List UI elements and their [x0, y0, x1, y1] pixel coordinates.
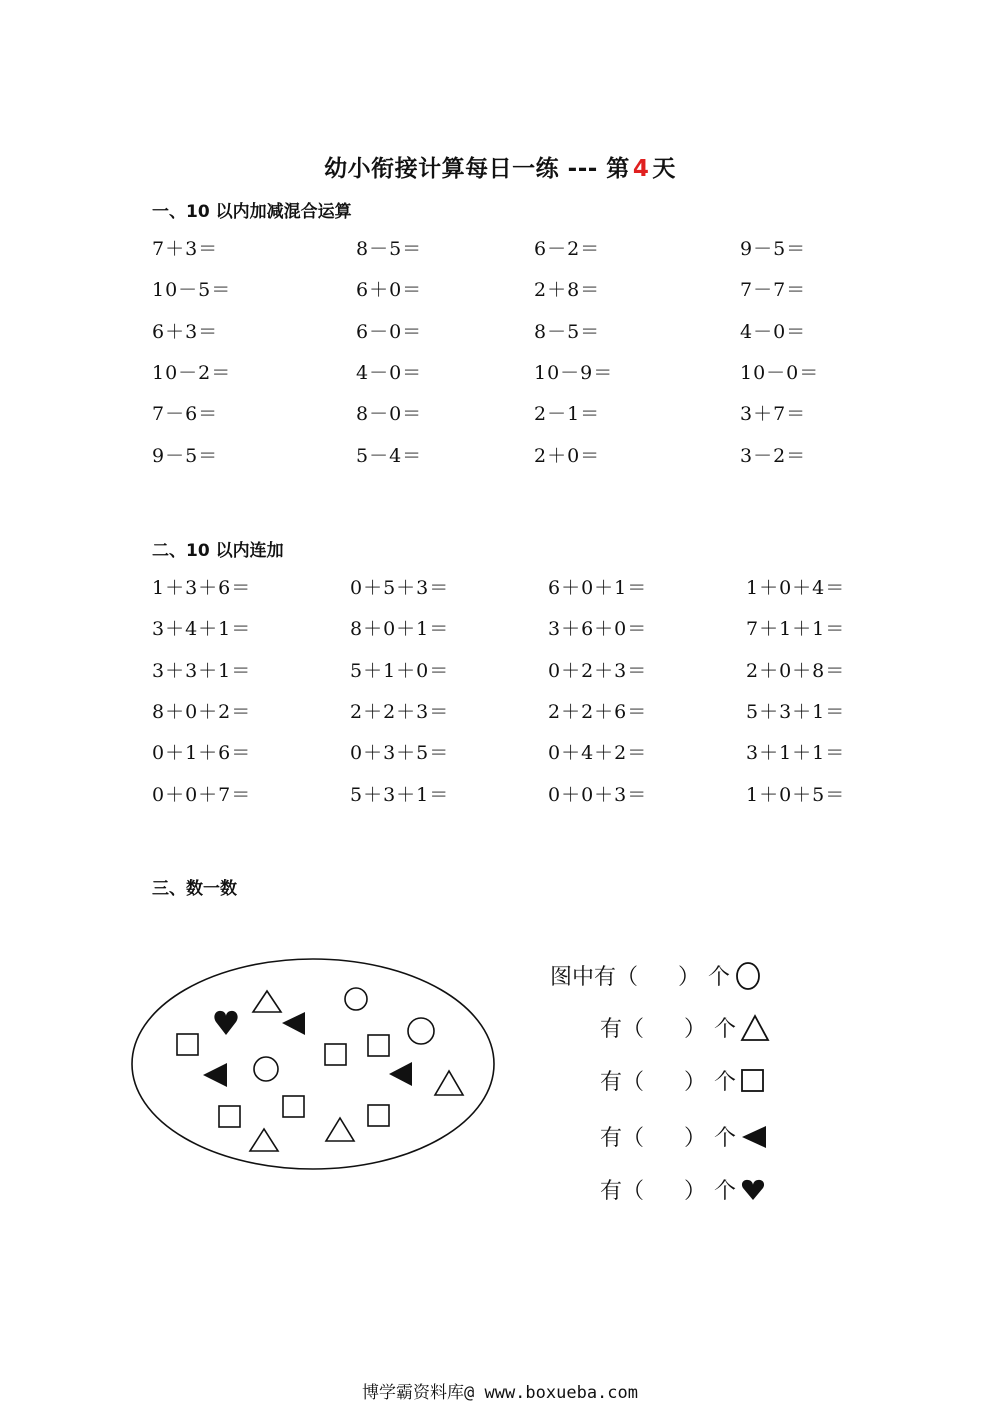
- count-line-left-triangle: [600, 1121, 768, 1152]
- circle-shape-1: [345, 988, 367, 1010]
- exercise-item: 0＋2＋3＝: [548, 659, 648, 682]
- count-prefix: 有: [600, 1070, 623, 1095]
- triangle-shape-2: [435, 1071, 463, 1095]
- section1-heading: 一、10 以内加减混合运算: [152, 202, 352, 222]
- exercise-item: 8－5＝: [534, 320, 601, 343]
- counting-shapes-figure: [130, 955, 505, 1173]
- exercise-item: 5＋3＋1＝: [746, 700, 846, 723]
- square-shape-6: [368, 1105, 389, 1126]
- square-shape-2: [325, 1044, 346, 1065]
- exercise-item: 3＋7＝: [740, 403, 807, 426]
- exercise-item: 6＋3＝: [152, 320, 219, 343]
- exercise-item: 1＋0＋4＝: [746, 577, 846, 599]
- footer-url: @ www.boxueba.com: [464, 1383, 638, 1403]
- count-prefix: 有: [600, 1017, 623, 1042]
- left-triangle-shape-3: [389, 1062, 412, 1086]
- circle-icon: [734, 961, 762, 991]
- exercise-item: 7＋1＋1＝: [746, 618, 846, 641]
- exercise-item: 0＋3＋5＝: [350, 742, 450, 765]
- circle-shape-3: [254, 1057, 278, 1081]
- left-triangle-shape-1: [282, 1012, 305, 1035]
- answer-blank-open[interactable]: （: [622, 1070, 645, 1095]
- answer-blank-open[interactable]: （: [622, 1179, 645, 1204]
- triangle-icon: [740, 1014, 770, 1042]
- answer-blank-close: ）: [684, 1179, 707, 1204]
- answer-blank-close: ）: [678, 965, 701, 990]
- heart-shape-fill: [214, 1011, 237, 1035]
- page-title: [0, 150, 1000, 183]
- left-triangle-icon: [740, 1124, 768, 1150]
- count-line-heart: [600, 1174, 766, 1205]
- exercise-item: 2＋0＋8＝: [746, 659, 846, 682]
- enclosing-oval: [132, 959, 494, 1169]
- count-unit: 个: [708, 965, 731, 990]
- answer-blank-open[interactable]: （: [622, 1017, 645, 1042]
- square-shape-5: [283, 1096, 304, 1117]
- square-icon: [740, 1068, 766, 1094]
- exercise-item: 6＋0＝: [356, 279, 423, 302]
- count-prefix: 有: [600, 1126, 623, 1151]
- title-day-number: 4: [632, 156, 650, 182]
- square-shape-3: [368, 1035, 389, 1056]
- exercise-item: 3＋6＋0＝: [548, 618, 648, 641]
- exercise-item: 2＋8＝: [534, 279, 601, 302]
- exercise-item: 0＋4＋2＝: [548, 742, 648, 765]
- title-main: 幼小衔接计算每日一练 --- 第: [324, 156, 630, 182]
- left-triangle-shape-2: [203, 1063, 227, 1087]
- exercise-item: 10－0＝: [740, 361, 820, 384]
- exercise-item: 5－4＝: [356, 444, 423, 467]
- count-line-triangle: [600, 1012, 770, 1043]
- answer-blank-close: ）: [684, 1017, 707, 1042]
- count-unit: 个: [714, 1070, 737, 1095]
- count-unit: 个: [714, 1179, 737, 1204]
- exercise-item: 7－6＝: [152, 403, 219, 426]
- square-shape-1: [177, 1034, 198, 1055]
- exercise-item: 7＋3＝: [152, 238, 219, 260]
- exercise-item: 6－2＝: [534, 238, 601, 260]
- exercise-item: 10－9＝: [534, 361, 614, 384]
- circle-shape-2: [408, 1018, 434, 1044]
- triangle-shape-3: [250, 1129, 278, 1151]
- exercise-item: 9－5＝: [152, 444, 219, 467]
- exercise-item: 10－2＝: [152, 361, 232, 384]
- exercise-item: 2－1＝: [534, 403, 601, 426]
- triangle-shape-1: [253, 991, 281, 1012]
- exercise-item: 4－0＝: [740, 320, 807, 343]
- answer-blank-open[interactable]: （: [622, 1126, 645, 1151]
- footer-site-name: 博学霸资料库: [362, 1383, 464, 1403]
- exercise-item: 6－0＝: [356, 320, 423, 343]
- exercise-item: 4－0＝: [356, 361, 423, 384]
- title-suffix: 天: [652, 156, 676, 182]
- exercise-item: 2＋2＋6＝: [548, 700, 648, 723]
- answer-blank-close: ）: [684, 1070, 707, 1095]
- triangle-shape-4: [326, 1118, 354, 1141]
- count-prefix: 图中有: [550, 965, 617, 990]
- exercise-item: 7－7＝: [740, 279, 807, 302]
- heart-icon: [740, 1178, 766, 1202]
- exercise-item: 5＋1＋0＝: [350, 659, 450, 682]
- count-unit: 个: [714, 1017, 737, 1042]
- exercise-item: 2＋0＝: [534, 444, 601, 467]
- count-line-square: [600, 1065, 766, 1096]
- count-unit: 个: [714, 1126, 737, 1151]
- exercise-item: 3＋3＋1＝: [152, 659, 252, 682]
- exercise-item: 0＋0＋7＝: [152, 783, 252, 806]
- exercise-item: 0＋5＋3＝: [350, 577, 450, 599]
- exercise-item: 0＋1＋6＝: [152, 742, 252, 765]
- section2-heading: 二、10 以内连加: [152, 541, 284, 561]
- exercise-item: 5＋3＋1＝: [350, 783, 450, 806]
- footer: [0, 1378, 1000, 1403]
- exercise-item: 1＋3＋6＝: [152, 577, 252, 599]
- exercise-item: 3－2＝: [740, 444, 807, 467]
- exercise-item: 3＋1＋1＝: [746, 742, 846, 765]
- exercise-item: 8－0＝: [356, 403, 423, 426]
- exercise-item: 1＋0＋5＝: [746, 783, 846, 806]
- count-line-circle: [550, 960, 762, 991]
- square-shape-4: [219, 1106, 240, 1127]
- exercise-item: 9－5＝: [740, 238, 807, 260]
- answer-blank-open[interactable]: （: [616, 965, 639, 990]
- answer-blank-close: ）: [684, 1126, 707, 1151]
- exercise-item: 8＋0＋1＝: [350, 618, 450, 641]
- exercise-item: 3＋4＋1＝: [152, 618, 252, 641]
- exercise-item: 10－5＝: [152, 279, 232, 302]
- count-prefix: 有: [600, 1179, 623, 1204]
- exercise-item: 8＋0＋2＝: [152, 700, 252, 723]
- exercise-item: 8－5＝: [356, 238, 423, 260]
- exercise-item: 0＋0＋3＝: [548, 783, 648, 806]
- exercise-item: 6＋0＋1＝: [548, 577, 648, 599]
- exercise-item: 2＋2＋3＝: [350, 700, 450, 723]
- section3-heading: 三、数一数: [152, 879, 237, 899]
